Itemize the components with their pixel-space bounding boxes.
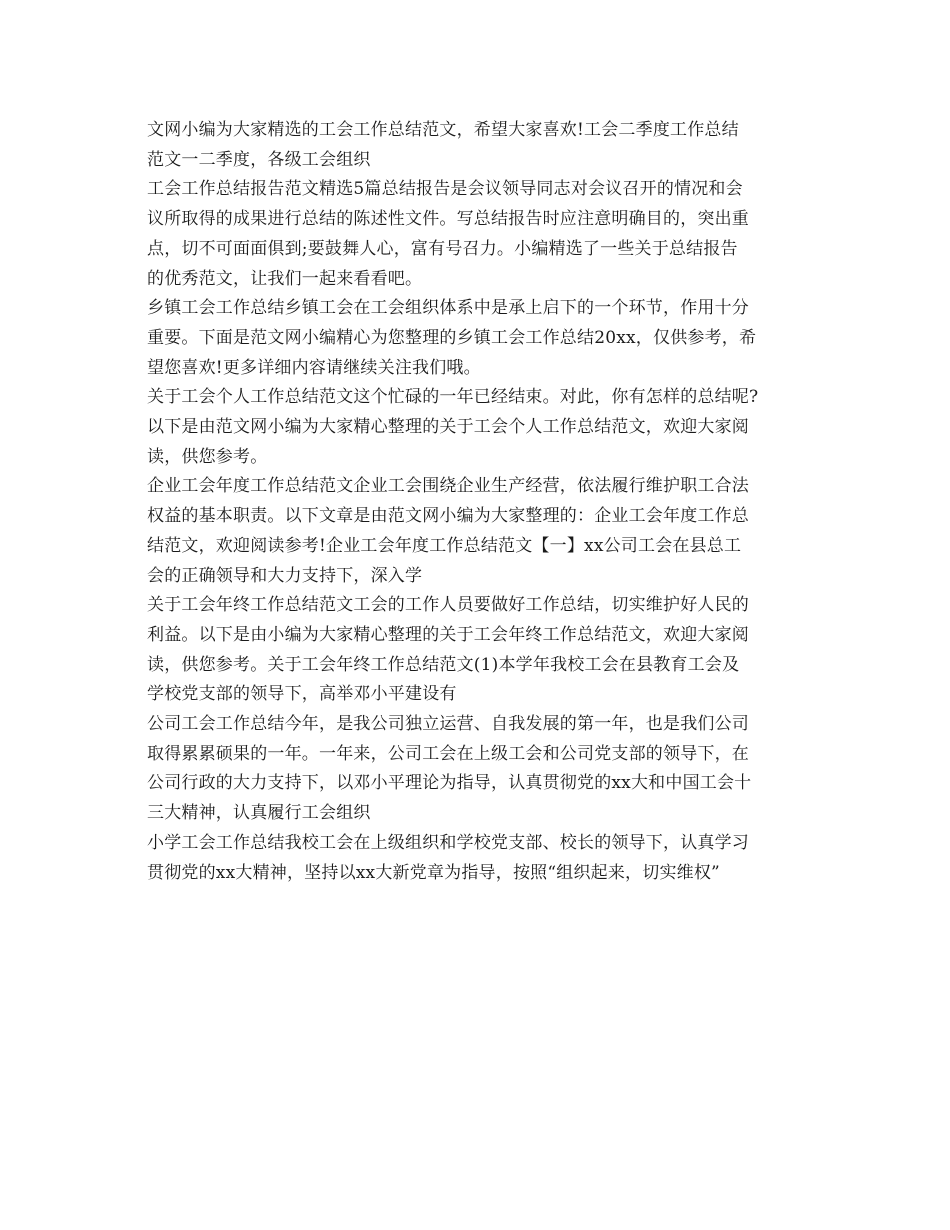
text-line: 的优秀范文，让我们一起来看看吧。	[147, 268, 423, 289]
text-line: 工会工作总结报告范文精选5篇总结报告是会议领导同志对会议召开的情况和会	[147, 179, 743, 200]
text-line: 乡镇工会工作总结乡镇工会在工会组织体系中是承上启下的一个环节，作用十分	[147, 298, 749, 319]
text-line: 结范文，欢迎阅读参考!企业工会年度工作总结范文【一】xx公司工会在县总工	[147, 535, 742, 556]
text-line: 读，供您参考。	[147, 446, 268, 467]
text-line: 以下是由范文网小编为大家精心整理的关于工会个人工作总结范文，欢迎大家阅	[147, 417, 749, 438]
text-line: 范文一二季度，各级工会组织	[147, 149, 371, 170]
text-line: 公司行政的大力支持下，以邓小平理论为指导，认真贯彻党的xx大和中国工会十	[147, 773, 752, 794]
text-line: 点，切不可面面俱到;要鼓舞人心，富有号召力。小编精选了一些关于总结报告	[147, 238, 738, 259]
text-line: 望您喜欢!更多详细内容请继续关注我们哦。	[147, 357, 481, 378]
text-line: 重要。下面是范文网小编精心为您整理的乡镇工会工作总结20xx，仅供参考，希	[147, 327, 757, 348]
text-line: 文网小编为大家精选的工会工作总结范文，希望大家喜欢!工会二季度工作总结	[147, 120, 739, 140]
text-line: 三大精神，认真履行工会组织	[147, 803, 371, 824]
text-line: 企业工会年度工作总结范文企业工会围绕企业生产经营，依法履行维护职工合法	[147, 476, 749, 497]
text-line: 取得累累硕果的一年。一年来，公司工会在上级工会和公司党支部的领导下，在	[147, 743, 749, 764]
text-line: 关于工会年终工作总结范文工会的工作人员要做好工作总结，切实维护好人民的	[147, 595, 749, 616]
text-line: 关于工会个人工作总结范文这个忙碌的一年已经结束。对此，你有怎样的总结呢?	[147, 387, 759, 408]
text-line: 会的正确领导和大力支持下，深入学	[147, 565, 423, 586]
text-line: 权益的基本职责。以下文章是由范文网小编为大家整理的：企业工会年度工作总	[147, 506, 749, 527]
text-line: 读，供您参考。关于工会年终工作总结范文(1)本学年我校工会在县教育工会及	[147, 654, 740, 675]
text-line: 学校党支部的领导下，高举邓小平建设有	[147, 684, 457, 705]
text-line: 利益。以下是由小编为大家精心整理的关于工会年终工作总结范文，欢迎大家阅	[147, 624, 749, 645]
document-body	[147, 116, 807, 888]
text-line: 议所取得的成果进行总结的陈述性文件。写总结报告时应注意明确目的，突出重	[147, 209, 749, 230]
text-line: 小学工会工作总结我校工会在上级组织和学校党支部、校长的领导下，认真学习	[147, 832, 749, 853]
text-line: 公司工会工作总结今年，是我公司独立运营、自我发展的第一年，也是我们公司	[147, 714, 749, 735]
text-line: 贯彻党的xx大精神，坚持以xx大新党章为指导，按照“组织起来，切实维权”	[147, 862, 720, 883]
